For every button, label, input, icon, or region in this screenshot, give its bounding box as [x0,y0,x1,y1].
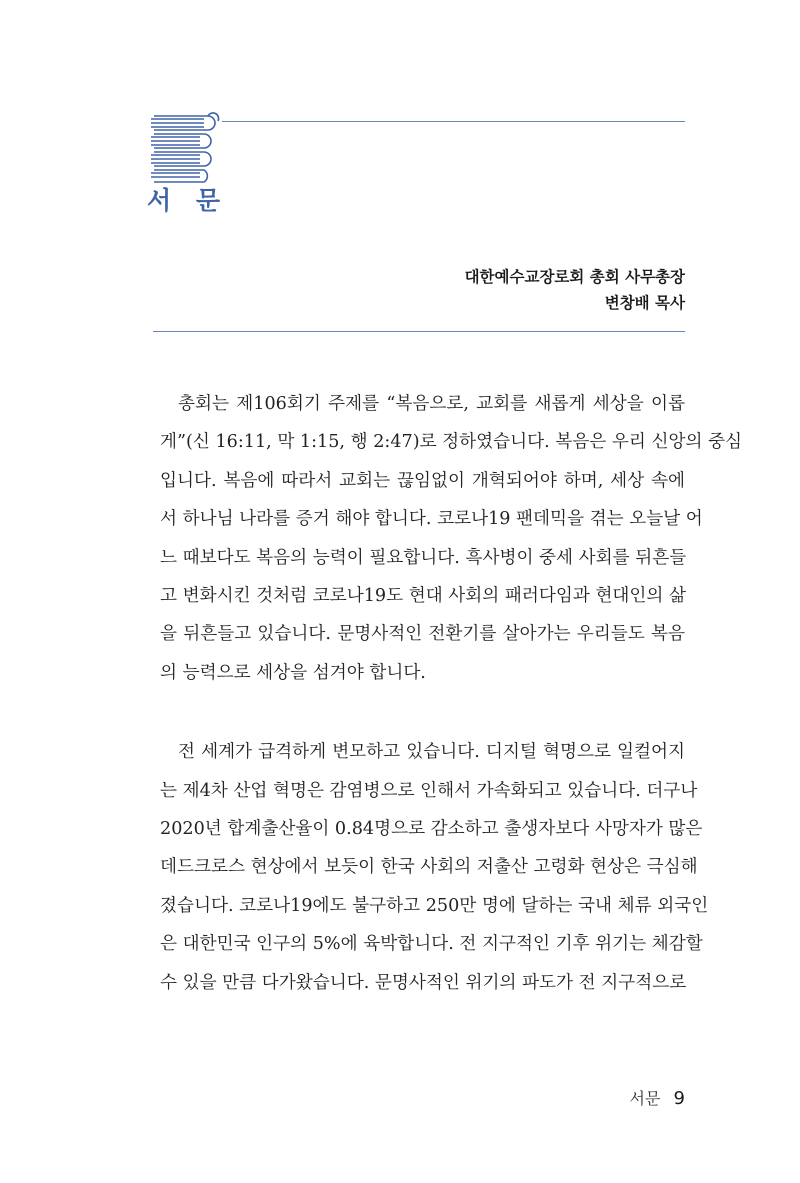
paragraph-line: 전 세계가 급격하게 변모하고 있습니다. 디지털 혁명으로 일컬어지 [178,742,685,763]
paragraph-line: 2020년 합계출산율이 0.84명으로 감소하고 출생자보다 사망자가 많은 [160,819,703,840]
paragraph-line: 입니다. 복음에 따라서 교회는 끊임없이 개혁되어야 하며, 세상 속에 [160,470,685,491]
running-footer-label: 서문 [629,1089,661,1108]
paragraph-line: 수 있을 만큼 다가왔습니다. 문명사적인 위기의 파도가 전 지구적으로 [160,972,687,993]
stacked-books-icon [146,104,226,184]
paragraph-line: 을 뒤흔들고 있습니다. 문명사적인 전환기를 살아가는 우리들도 복음 [160,624,685,645]
paragraph-line: 총회는 제106회기 주제를 “복음으로, 교회를 새롭게 세상을 이롭 [178,394,685,414]
paragraph-line: 게”(신 16:11, 막 1:15, 행 2:47)로 정하였습니다. 복음은 우리 신앙의 중심 [160,432,743,453]
paragraph-line: 졌습니다. 코로나19에도 불구하고 250만 명에 달하는 국내 체류 외국인 [160,895,709,916]
author-affiliation: 대한예수교장로회 총회 사무총장 [464,268,685,286]
paragraph-line: 은 대한민국 인구의 5%에 육박합니다. 전 지구적인 기후 위기는 체감할 [160,934,703,955]
section-title: 서 문 [147,186,229,215]
paragraph-line: 서 하나님 나라를 증거 해야 합니다. 코로나19 팬데믹을 겪는 오늘날 어 [160,509,703,530]
page-footer [630,1086,685,1109]
paragraph-line: 느 때보다도 복음의 능력이 필요합니다. 흑사병이 중세 사회를 뒤흔들 [160,547,687,568]
body-text [160,385,743,1002]
author-name: 변창배 목사 [604,294,685,312]
header-rule [222,121,685,122]
page-number: 9 [673,1088,685,1109]
paragraph-2 [160,733,709,1002]
author-rule [153,331,685,332]
author-block [465,264,685,316]
paragraph-line: 는 제4차 산업 혁명은 감염병으로 인해서 가속화되고 있습니다. 더구나 [160,780,698,801]
paragraph-1 [160,385,743,692]
paragraph-line: 의 능력으로 세상을 섬겨야 합니다. [160,662,426,683]
paragraph-line: 데드크로스 현상에서 보듯이 한국 사회의 저출산 고령화 현상은 극심해 [160,857,698,878]
paragraph-line: 고 변화시킨 것처럼 코로나19도 현대 사회의 패러다임과 현대인의 삶 [160,586,687,607]
